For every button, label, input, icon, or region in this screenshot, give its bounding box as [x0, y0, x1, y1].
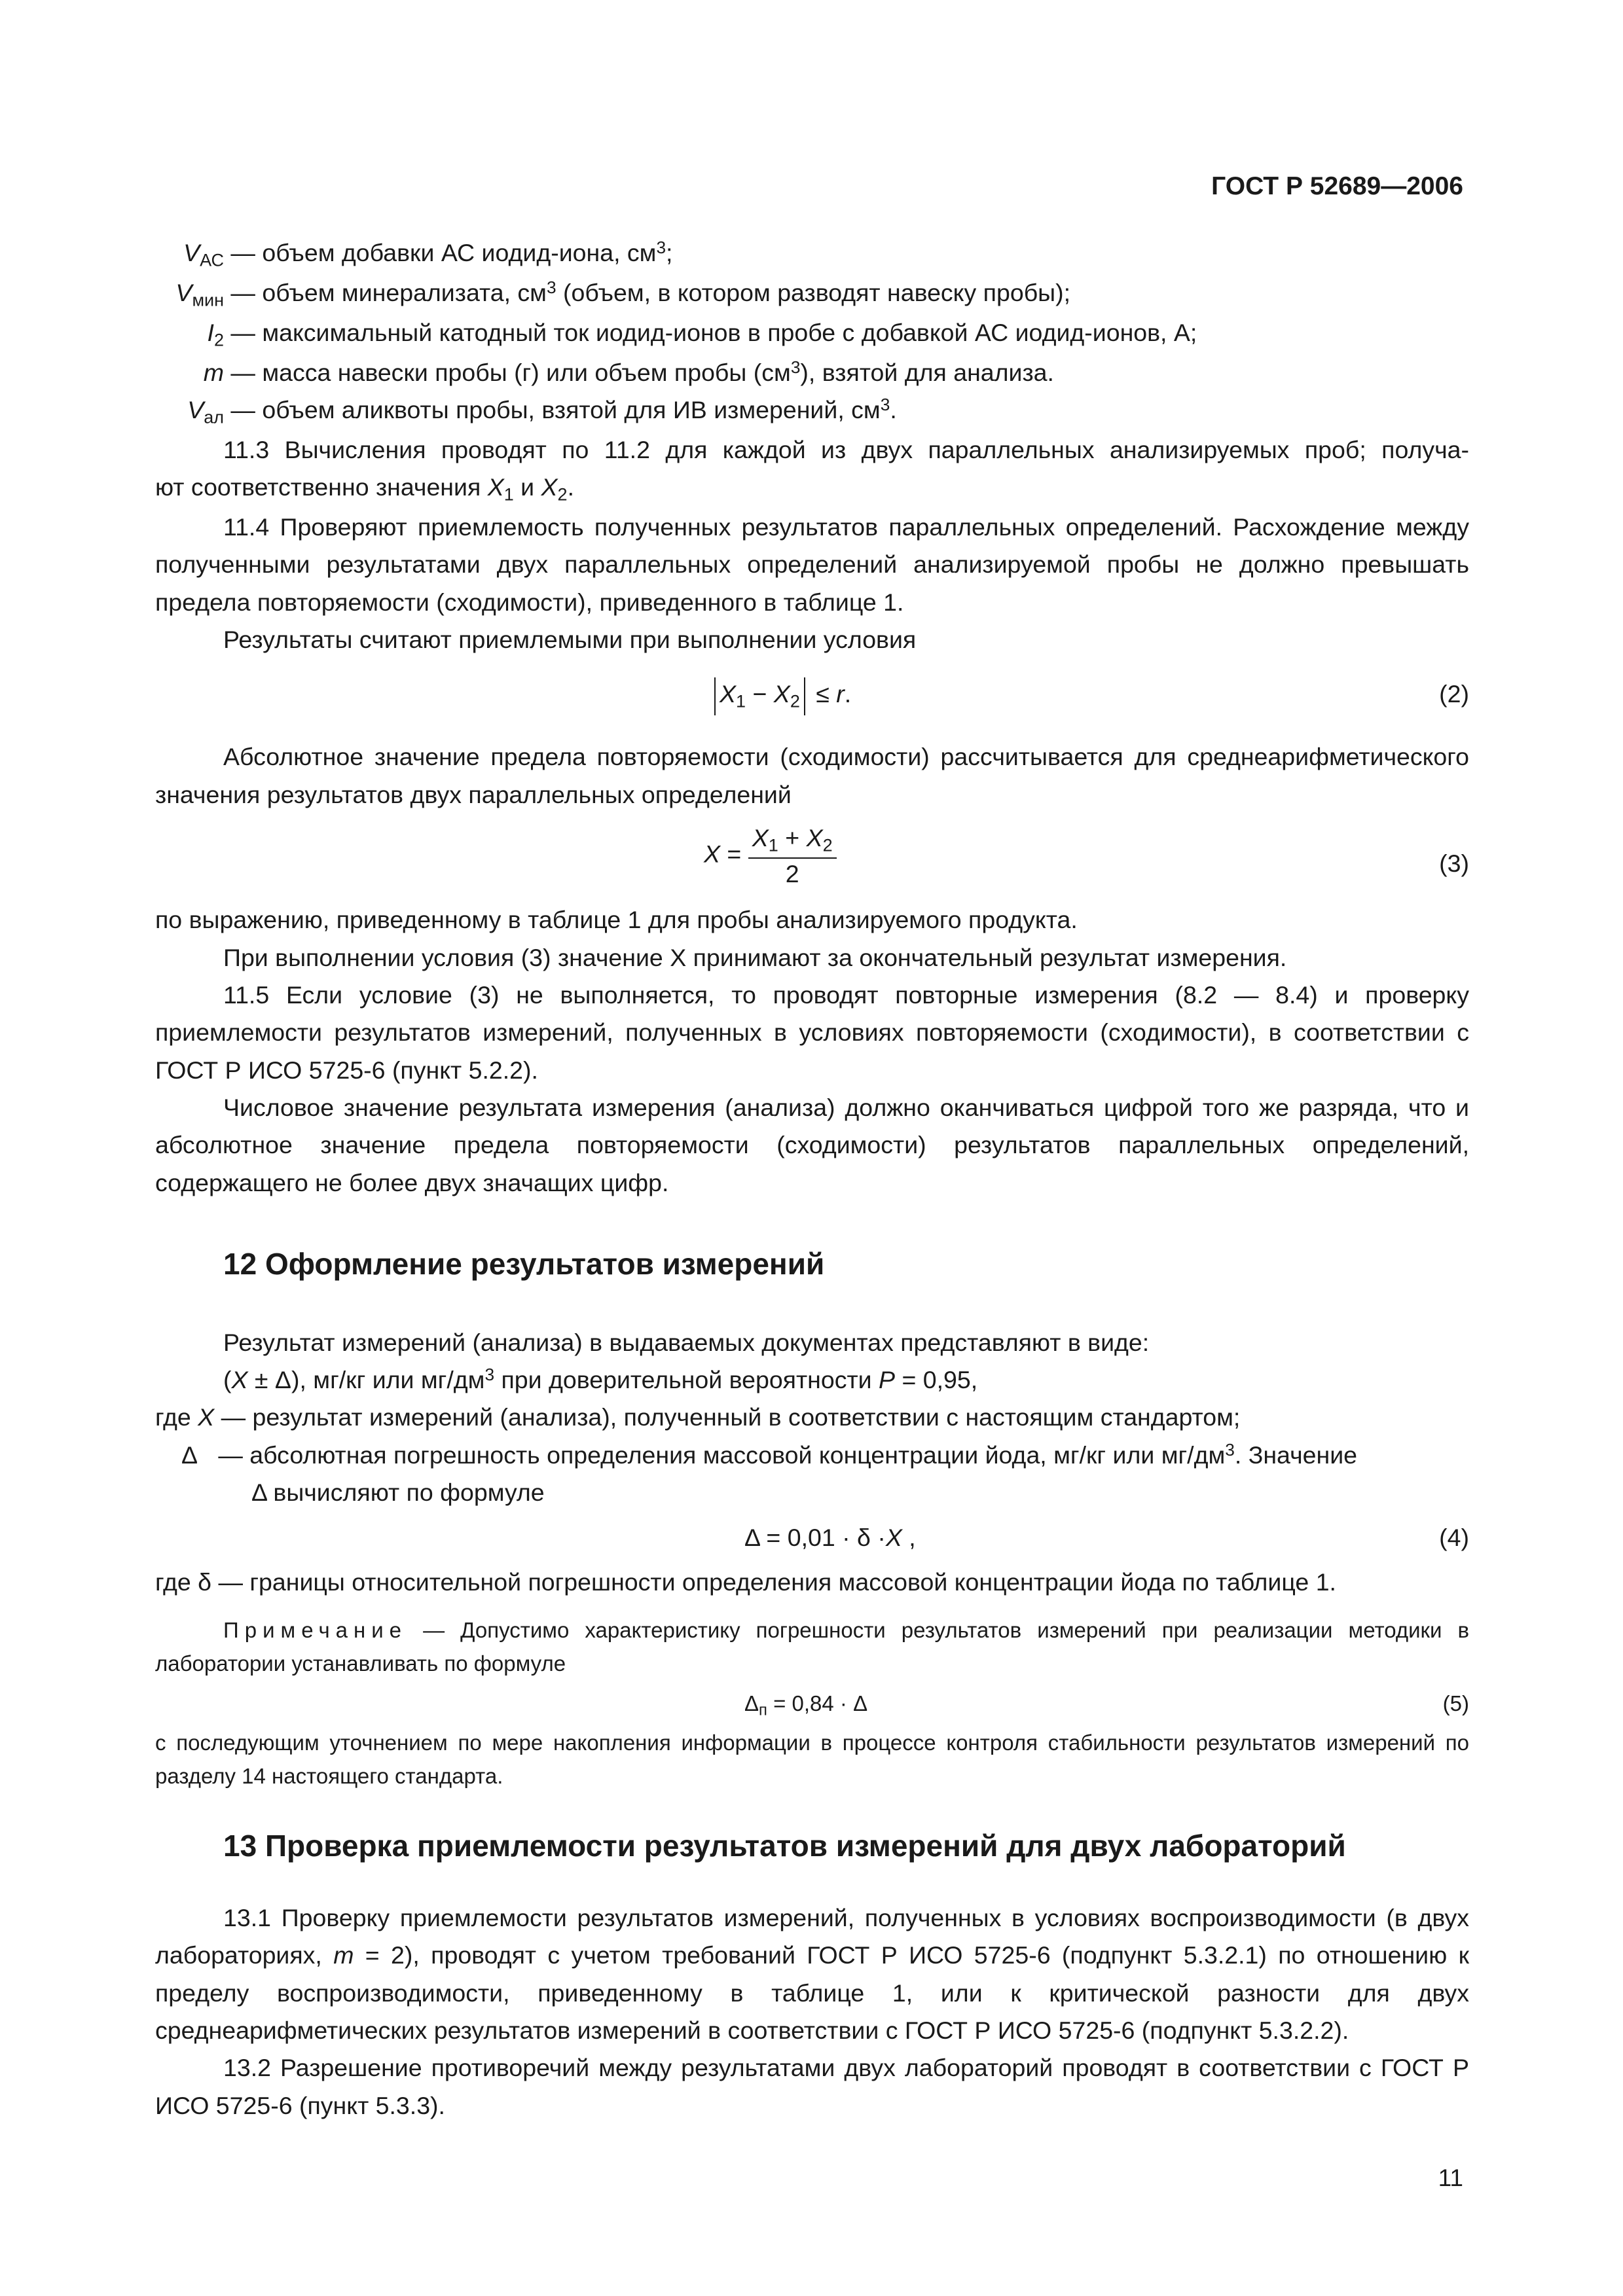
formula-5-number: (5): [1442, 1691, 1469, 1716]
section-12-title: 12 Оформление результатов измерений: [223, 1247, 825, 1282]
symbol-definitions: [155, 234, 1469, 431]
abs-bar-right: [804, 677, 805, 715]
paragraph-13-1: 13.1 Проверку приемлемости результатов измерений, полученных в условиях воспроизводимости (в двух лабораториях, m = 2), проводят с учетом требований ГОСТ Р ИСО 5725-6 (подпункт 5.3.2.1) по отношению к пределу воспроизводимости, приведенному в таблице 1, или к критической разности для двух среднеарифметических результатов измерений в соответствии с ГОСТ Р ИСО 5725-6 (подпункт 5.3.2.2).: [155, 1903, 1469, 2044]
standard-code: ГОСТ Р 52689—2006: [1211, 172, 1463, 200]
symbol: $V_{АС}$: [183, 239, 224, 270]
definition-v-ac: $V_{АС}$ — объем добавки АС иодид-иона, $см^3$;: [155, 234, 1469, 274]
paragraph-11-3-line1: 11.3 Вычисления проводят по 11.2 для каждой из двух параллельных анализируемых проб; получа-: [223, 435, 1469, 463]
paragraph-11-3-line2: ют соответственно значения $X_1$ и $X_2$.: [155, 473, 574, 505]
definition-v-al: $V_{ал}$ — объем аликвоты пробы, взятой для ИВ измерений, $см^3$.: [155, 391, 1469, 431]
symbol: $V_{мин}$: [175, 278, 224, 310]
document-body: [155, 234, 1469, 2125]
formula-2-number: (2): [1439, 680, 1469, 708]
definition-m: m — масса навески пробы (г) или объем пробы $(см^3)$, взятой для анализа.: [155, 354, 1469, 391]
section-12-delta-def: Δ — абсолютная погрешность определения массовой концентрации йода, мг/кг или $мг/дм^3$. Значение: [181, 1439, 1357, 1469]
note-continuation: с последующим уточнением по мере накопления информации в процессе контроля стабильности результатов измерений по разделу 14 настоящего стандарта.: [155, 1731, 1469, 1789]
paragraph-13-2: 13.2 Разрешение противоречий между результатами двух лабораторий проводят в соответствии с ГОСТ Р ИСО 5725-6 (пункт 5.3.3).: [155, 2054, 1469, 2119]
formula-5: [155, 1683, 1469, 1726]
paragraph-11-5: 11.5 Если условие (3) не выполняется, то проводят повторные измерения (8.2 — 8.4) и проверку приемлемости результатов измерений, полученных в условиях повторяемости (сходимости), в соответствии с ГОСТ Р ИСО 5725-6 (пункт 5.2.2).: [155, 980, 1469, 1084]
note: Примечание — Допустимо характеристику погрешности результатов измерений при реализации методики в лаборатории устанавливать по формуле: [155, 1617, 1469, 1676]
section-12-result-form: (X ± Δ), мг/кг или $мг/дм^3$ при доверительной вероятности P = 0,95,: [223, 1365, 978, 1393]
formula-4-expression: Δ = 0,01 · δ ·X ,: [744, 1524, 916, 1552]
page-number: 11: [1438, 2164, 1463, 2191]
section-12-intro: Результат измерений (анализа) в выдаваемых документах представляют в виде:: [223, 1328, 1150, 1356]
section-12-delta-line2: Δ вычисляют по формуле: [251, 1479, 545, 1507]
formula-3-number: (3): [1439, 850, 1469, 878]
formula-4: [155, 1515, 1469, 1564]
paragraph-condition: Результаты считают приемлемыми при выполнении условия: [223, 626, 917, 654]
formula-5-expression: $\Delta_п = 0,84 \cdot \Delta$: [744, 1691, 868, 1719]
paragraph-accept: При выполнении условия (3) значение X принимают за окончательный результат измерения.: [223, 943, 1287, 971]
formula-2: [155, 672, 1469, 723]
symbol: $V_{ал}$: [187, 395, 224, 427]
paragraph-abs-value: Абсолютное значение предела повторяемости (сходимости) рассчитывается для среднеарифметического значения результатов двух параллельных определений: [155, 743, 1469, 808]
paragraph-expression: по выражению, приведенному в таблице 1 для пробы анализируемого продукта.: [155, 906, 1078, 934]
section-12-where-delta: где δ — границы относительной погрешности определения массовой концентрации йода по таблице 1.: [155, 1568, 1336, 1596]
section-12-where-x: где X — результат измерений (анализа), полученный в соответствии с настоящим стандартом;: [155, 1403, 1241, 1431]
paragraph-11-4: 11.4 Проверяют приемлемость полученных результатов параллельных определений. Расхождение между полученными результатами двух параллельных определений анализируемой пробы не должно превышать предела повторяемости (сходимости), приведенного в таблице 1.: [155, 512, 1469, 616]
fraction: $\frac{X_1 + X_2}{2}$: [748, 823, 837, 889]
symbol: $I_2$: [207, 318, 224, 350]
formula-3: [155, 823, 1469, 901]
definition-i2: $I_2$ — максимальный катодный ток иодид-ионов в пробе с добавкой АС иодид-ионов, А;: [155, 314, 1469, 354]
section-13-title: 13 Проверка приемлемости результатов измерений для двух лабораторий: [223, 1829, 1346, 1863]
definition-v-min: $V_{мин}$ — объем минерализата, $см^3$ (объем, в котором разводят навеску пробы);: [155, 274, 1469, 314]
formula-4-number: (4): [1439, 1524, 1469, 1552]
symbol: m: [203, 358, 224, 386]
formula-2-expression: $X_1 - X_2 \le r$.: [710, 675, 851, 715]
paragraph-numeric-value: Числовое значение результата измерения (анализа) должно оканчиваться цифрой того же разряда, что и абсолютное значение предела повторяемости (сходимости) результатов параллельных определений, содержащего не более двух значащих цифр.: [155, 1094, 1469, 1196]
abs-bar-left: [714, 677, 716, 715]
formula-3-expression: X = $\frac{X_1 + X_2}{2}$: [704, 823, 837, 889]
